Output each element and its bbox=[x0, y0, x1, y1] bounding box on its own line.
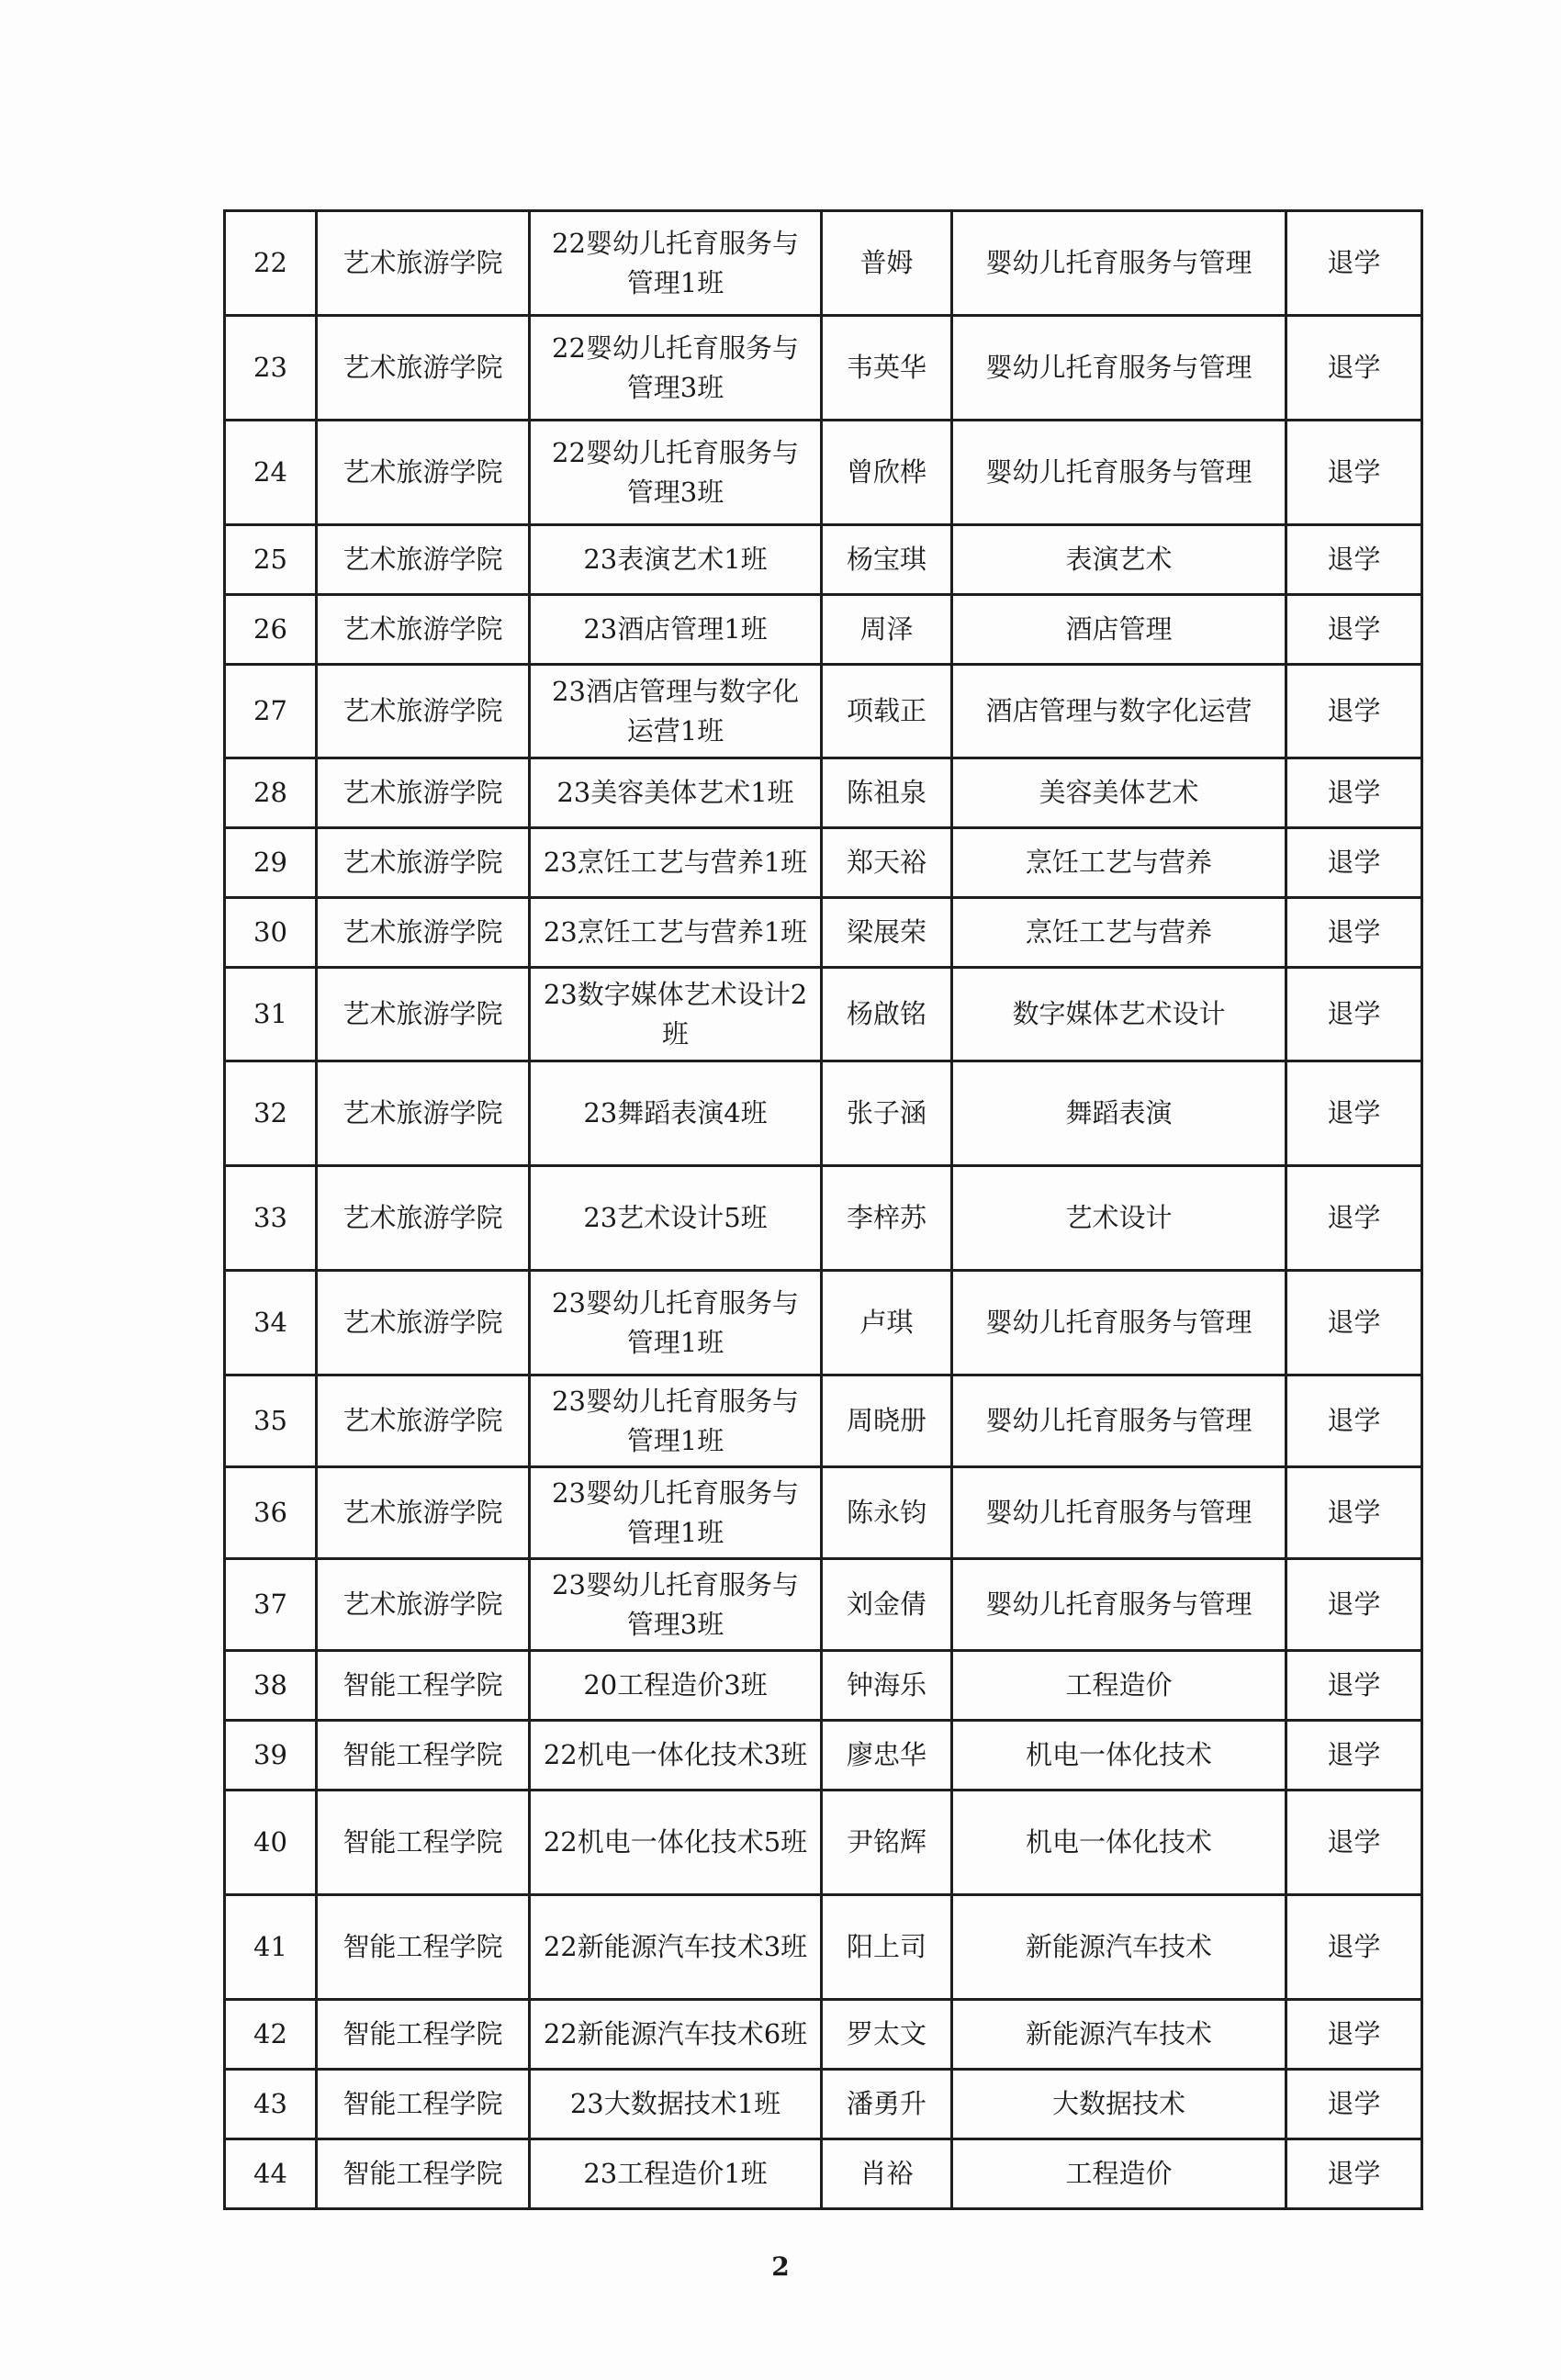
major-cell: 婴幼儿托育服务与管理 bbox=[952, 1375, 1286, 1467]
major-cell: 大数据技术 bbox=[952, 2070, 1286, 2139]
table-row bbox=[225, 1559, 1422, 1651]
table-body bbox=[225, 211, 1422, 2209]
table-row bbox=[225, 1791, 1422, 1895]
college-cell: 艺术旅游学院 bbox=[317, 316, 530, 421]
class-cell: 22机电一体化技术3班 bbox=[530, 1721, 822, 1791]
status-cell: 退学 bbox=[1286, 665, 1422, 758]
college-cell: 艺术旅游学院 bbox=[317, 898, 530, 968]
status-cell: 退学 bbox=[1286, 1061, 1422, 1166]
college-cell: 艺术旅游学院 bbox=[317, 421, 530, 525]
row-number: 24 bbox=[225, 421, 317, 525]
major-cell: 烹饪工艺与营养 bbox=[952, 898, 1286, 968]
status-cell: 退学 bbox=[1286, 898, 1422, 968]
table-row bbox=[225, 968, 1422, 1061]
table-row bbox=[225, 525, 1422, 595]
class-cell: 22婴幼儿托育服务与管理3班 bbox=[530, 316, 822, 421]
class-cell: 23酒店管理与数字化运营1班 bbox=[530, 665, 822, 758]
major-cell: 新能源汽车技术 bbox=[952, 2000, 1286, 2070]
major-cell: 酒店管理 bbox=[952, 595, 1286, 665]
class-cell: 23婴幼儿托育服务与管理3班 bbox=[530, 1559, 822, 1651]
status-cell: 退学 bbox=[1286, 1271, 1422, 1375]
class-cell: 22婴幼儿托育服务与管理3班 bbox=[530, 421, 822, 525]
student-name-cell: 阳上司 bbox=[822, 1895, 952, 2000]
student-name-cell: 李梓苏 bbox=[822, 1166, 952, 1271]
class-cell: 23烹饪工艺与营养1班 bbox=[530, 898, 822, 968]
table-row bbox=[225, 316, 1422, 421]
row-number: 38 bbox=[225, 1651, 317, 1721]
table-row bbox=[225, 211, 1422, 316]
class-cell: 22新能源汽车技术6班 bbox=[530, 2000, 822, 2070]
table-row bbox=[225, 2000, 1422, 2070]
row-number: 36 bbox=[225, 1467, 317, 1559]
student-name-cell: 曾欣桦 bbox=[822, 421, 952, 525]
table-row bbox=[225, 1061, 1422, 1166]
class-cell: 23表演艺术1班 bbox=[530, 525, 822, 595]
table-row bbox=[225, 421, 1422, 525]
college-cell: 智能工程学院 bbox=[317, 2000, 530, 2070]
row-number: 23 bbox=[225, 316, 317, 421]
status-cell: 退学 bbox=[1286, 525, 1422, 595]
college-cell: 智能工程学院 bbox=[317, 1895, 530, 2000]
status-cell: 退学 bbox=[1286, 1166, 1422, 1271]
table-row bbox=[225, 1271, 1422, 1375]
college-cell: 艺术旅游学院 bbox=[317, 1271, 530, 1375]
major-cell: 机电一体化技术 bbox=[952, 1721, 1286, 1791]
class-cell: 23酒店管理1班 bbox=[530, 595, 822, 665]
student-name-cell: 郑天裕 bbox=[822, 828, 952, 898]
class-cell: 23艺术设计5班 bbox=[530, 1166, 822, 1271]
row-number: 31 bbox=[225, 968, 317, 1061]
college-cell: 智能工程学院 bbox=[317, 1651, 530, 1721]
class-cell: 23工程造价1班 bbox=[530, 2139, 822, 2209]
page-number: 2 bbox=[771, 2251, 790, 2282]
status-cell: 退学 bbox=[1286, 2139, 1422, 2209]
status-cell: 退学 bbox=[1286, 2000, 1422, 2070]
student-name-cell: 陈永钧 bbox=[822, 1467, 952, 1559]
student-name-cell: 韦英华 bbox=[822, 316, 952, 421]
class-cell: 23舞蹈表演4班 bbox=[530, 1061, 822, 1166]
major-cell: 婴幼儿托育服务与管理 bbox=[952, 211, 1286, 316]
row-number: 44 bbox=[225, 2139, 317, 2209]
student-name-cell: 刘金倩 bbox=[822, 1559, 952, 1651]
table-row bbox=[225, 758, 1422, 828]
class-cell: 23烹饪工艺与营养1班 bbox=[530, 828, 822, 898]
status-cell: 退学 bbox=[1286, 316, 1422, 421]
major-cell: 表演艺术 bbox=[952, 525, 1286, 595]
college-cell: 艺术旅游学院 bbox=[317, 1559, 530, 1651]
class-cell: 20工程造价3班 bbox=[530, 1651, 822, 1721]
major-cell: 舞蹈表演 bbox=[952, 1061, 1286, 1166]
class-cell: 23婴幼儿托育服务与管理1班 bbox=[530, 1271, 822, 1375]
status-cell: 退学 bbox=[1286, 1467, 1422, 1559]
student-name-cell: 陈祖泉 bbox=[822, 758, 952, 828]
row-number: 25 bbox=[225, 525, 317, 595]
row-number: 28 bbox=[225, 758, 317, 828]
table-row bbox=[225, 1467, 1422, 1559]
major-cell: 婴幼儿托育服务与管理 bbox=[952, 316, 1286, 421]
major-cell: 数字媒体艺术设计 bbox=[952, 968, 1286, 1061]
major-cell: 美容美体艺术 bbox=[952, 758, 1286, 828]
row-number: 42 bbox=[225, 2000, 317, 2070]
class-cell: 23婴幼儿托育服务与管理1班 bbox=[530, 1375, 822, 1467]
student-name-cell: 周晓册 bbox=[822, 1375, 952, 1467]
withdrawal-table bbox=[223, 209, 1423, 2210]
table-row bbox=[225, 1166, 1422, 1271]
table-row bbox=[225, 2070, 1422, 2139]
major-cell: 婴幼儿托育服务与管理 bbox=[952, 1271, 1286, 1375]
class-cell: 23美容美体艺术1班 bbox=[530, 758, 822, 828]
major-cell: 工程造价 bbox=[952, 2139, 1286, 2209]
college-cell: 艺术旅游学院 bbox=[317, 1375, 530, 1467]
status-cell: 退学 bbox=[1286, 421, 1422, 525]
student-name-cell: 钟海乐 bbox=[822, 1651, 952, 1721]
student-name-cell: 卢琪 bbox=[822, 1271, 952, 1375]
major-cell: 艺术设计 bbox=[952, 1166, 1286, 1271]
status-cell: 退学 bbox=[1286, 968, 1422, 1061]
status-cell: 退学 bbox=[1286, 1559, 1422, 1651]
college-cell: 智能工程学院 bbox=[317, 2070, 530, 2139]
major-cell: 烹饪工艺与营养 bbox=[952, 828, 1286, 898]
status-cell: 退学 bbox=[1286, 1721, 1422, 1791]
table-row bbox=[225, 665, 1422, 758]
student-name-cell: 张子涵 bbox=[822, 1061, 952, 1166]
student-name-cell: 廖忠华 bbox=[822, 1721, 952, 1791]
major-cell: 机电一体化技术 bbox=[952, 1791, 1286, 1895]
status-cell: 退学 bbox=[1286, 2070, 1422, 2139]
student-name-cell: 梁展荣 bbox=[822, 898, 952, 968]
row-number: 29 bbox=[225, 828, 317, 898]
status-cell: 退学 bbox=[1286, 1895, 1422, 2000]
class-cell: 23婴幼儿托育服务与管理1班 bbox=[530, 1467, 822, 1559]
college-cell: 艺术旅游学院 bbox=[317, 525, 530, 595]
row-number: 43 bbox=[225, 2070, 317, 2139]
major-cell: 婴幼儿托育服务与管理 bbox=[952, 1559, 1286, 1651]
row-number: 32 bbox=[225, 1061, 317, 1166]
row-number: 27 bbox=[225, 665, 317, 758]
table-row bbox=[225, 828, 1422, 898]
row-number: 40 bbox=[225, 1791, 317, 1895]
college-cell: 智能工程学院 bbox=[317, 2139, 530, 2209]
student-name-cell: 普姆 bbox=[822, 211, 952, 316]
college-cell: 艺术旅游学院 bbox=[317, 968, 530, 1061]
class-cell: 22新能源汽车技术3班 bbox=[530, 1895, 822, 2000]
row-number: 41 bbox=[225, 1895, 317, 2000]
row-number: 33 bbox=[225, 1166, 317, 1271]
major-cell: 婴幼儿托育服务与管理 bbox=[952, 421, 1286, 525]
status-cell: 退学 bbox=[1286, 1651, 1422, 1721]
table-row bbox=[225, 1721, 1422, 1791]
college-cell: 艺术旅游学院 bbox=[317, 1166, 530, 1271]
row-number: 26 bbox=[225, 595, 317, 665]
row-number: 22 bbox=[225, 211, 317, 316]
student-name-cell: 尹铭辉 bbox=[822, 1791, 952, 1895]
class-cell: 23数字媒体艺术设计2班 bbox=[530, 968, 822, 1061]
row-number: 37 bbox=[225, 1559, 317, 1651]
student-name-cell: 肖裕 bbox=[822, 2139, 952, 2209]
table-row bbox=[225, 1651, 1422, 1721]
college-cell: 艺术旅游学院 bbox=[317, 758, 530, 828]
row-number: 30 bbox=[225, 898, 317, 968]
class-cell: 22机电一体化技术5班 bbox=[530, 1791, 822, 1895]
college-cell: 艺术旅游学院 bbox=[317, 595, 530, 665]
row-number: 34 bbox=[225, 1271, 317, 1375]
student-name-cell: 周泽 bbox=[822, 595, 952, 665]
table-row bbox=[225, 1375, 1422, 1467]
college-cell: 智能工程学院 bbox=[317, 1791, 530, 1895]
table-row bbox=[225, 595, 1422, 665]
student-name-cell: 罗太文 bbox=[822, 2000, 952, 2070]
status-cell: 退学 bbox=[1286, 1791, 1422, 1895]
student-name-cell: 杨宝琪 bbox=[822, 525, 952, 595]
row-number: 39 bbox=[225, 1721, 317, 1791]
student-name-cell: 项载正 bbox=[822, 665, 952, 758]
college-cell: 智能工程学院 bbox=[317, 1721, 530, 1791]
student-name-cell: 杨啟铭 bbox=[822, 968, 952, 1061]
status-cell: 退学 bbox=[1286, 595, 1422, 665]
major-cell: 工程造价 bbox=[952, 1651, 1286, 1721]
class-cell: 23大数据技术1班 bbox=[530, 2070, 822, 2139]
row-number: 35 bbox=[225, 1375, 317, 1467]
table-row bbox=[225, 1895, 1422, 2000]
student-name-cell: 潘勇升 bbox=[822, 2070, 952, 2139]
table-row bbox=[225, 2139, 1422, 2209]
college-cell: 艺术旅游学院 bbox=[317, 1061, 530, 1166]
major-cell: 新能源汽车技术 bbox=[952, 1895, 1286, 2000]
status-cell: 退学 bbox=[1286, 828, 1422, 898]
college-cell: 艺术旅游学院 bbox=[317, 211, 530, 316]
table-row bbox=[225, 898, 1422, 968]
status-cell: 退学 bbox=[1286, 758, 1422, 828]
class-cell: 22婴幼儿托育服务与管理1班 bbox=[530, 211, 822, 316]
college-cell: 艺术旅游学院 bbox=[317, 828, 530, 898]
college-cell: 艺术旅游学院 bbox=[317, 665, 530, 758]
major-cell: 酒店管理与数字化运营 bbox=[952, 665, 1286, 758]
major-cell: 婴幼儿托育服务与管理 bbox=[952, 1467, 1286, 1559]
status-cell: 退学 bbox=[1286, 211, 1422, 316]
college-cell: 艺术旅游学院 bbox=[317, 1467, 530, 1559]
status-cell: 退学 bbox=[1286, 1375, 1422, 1467]
